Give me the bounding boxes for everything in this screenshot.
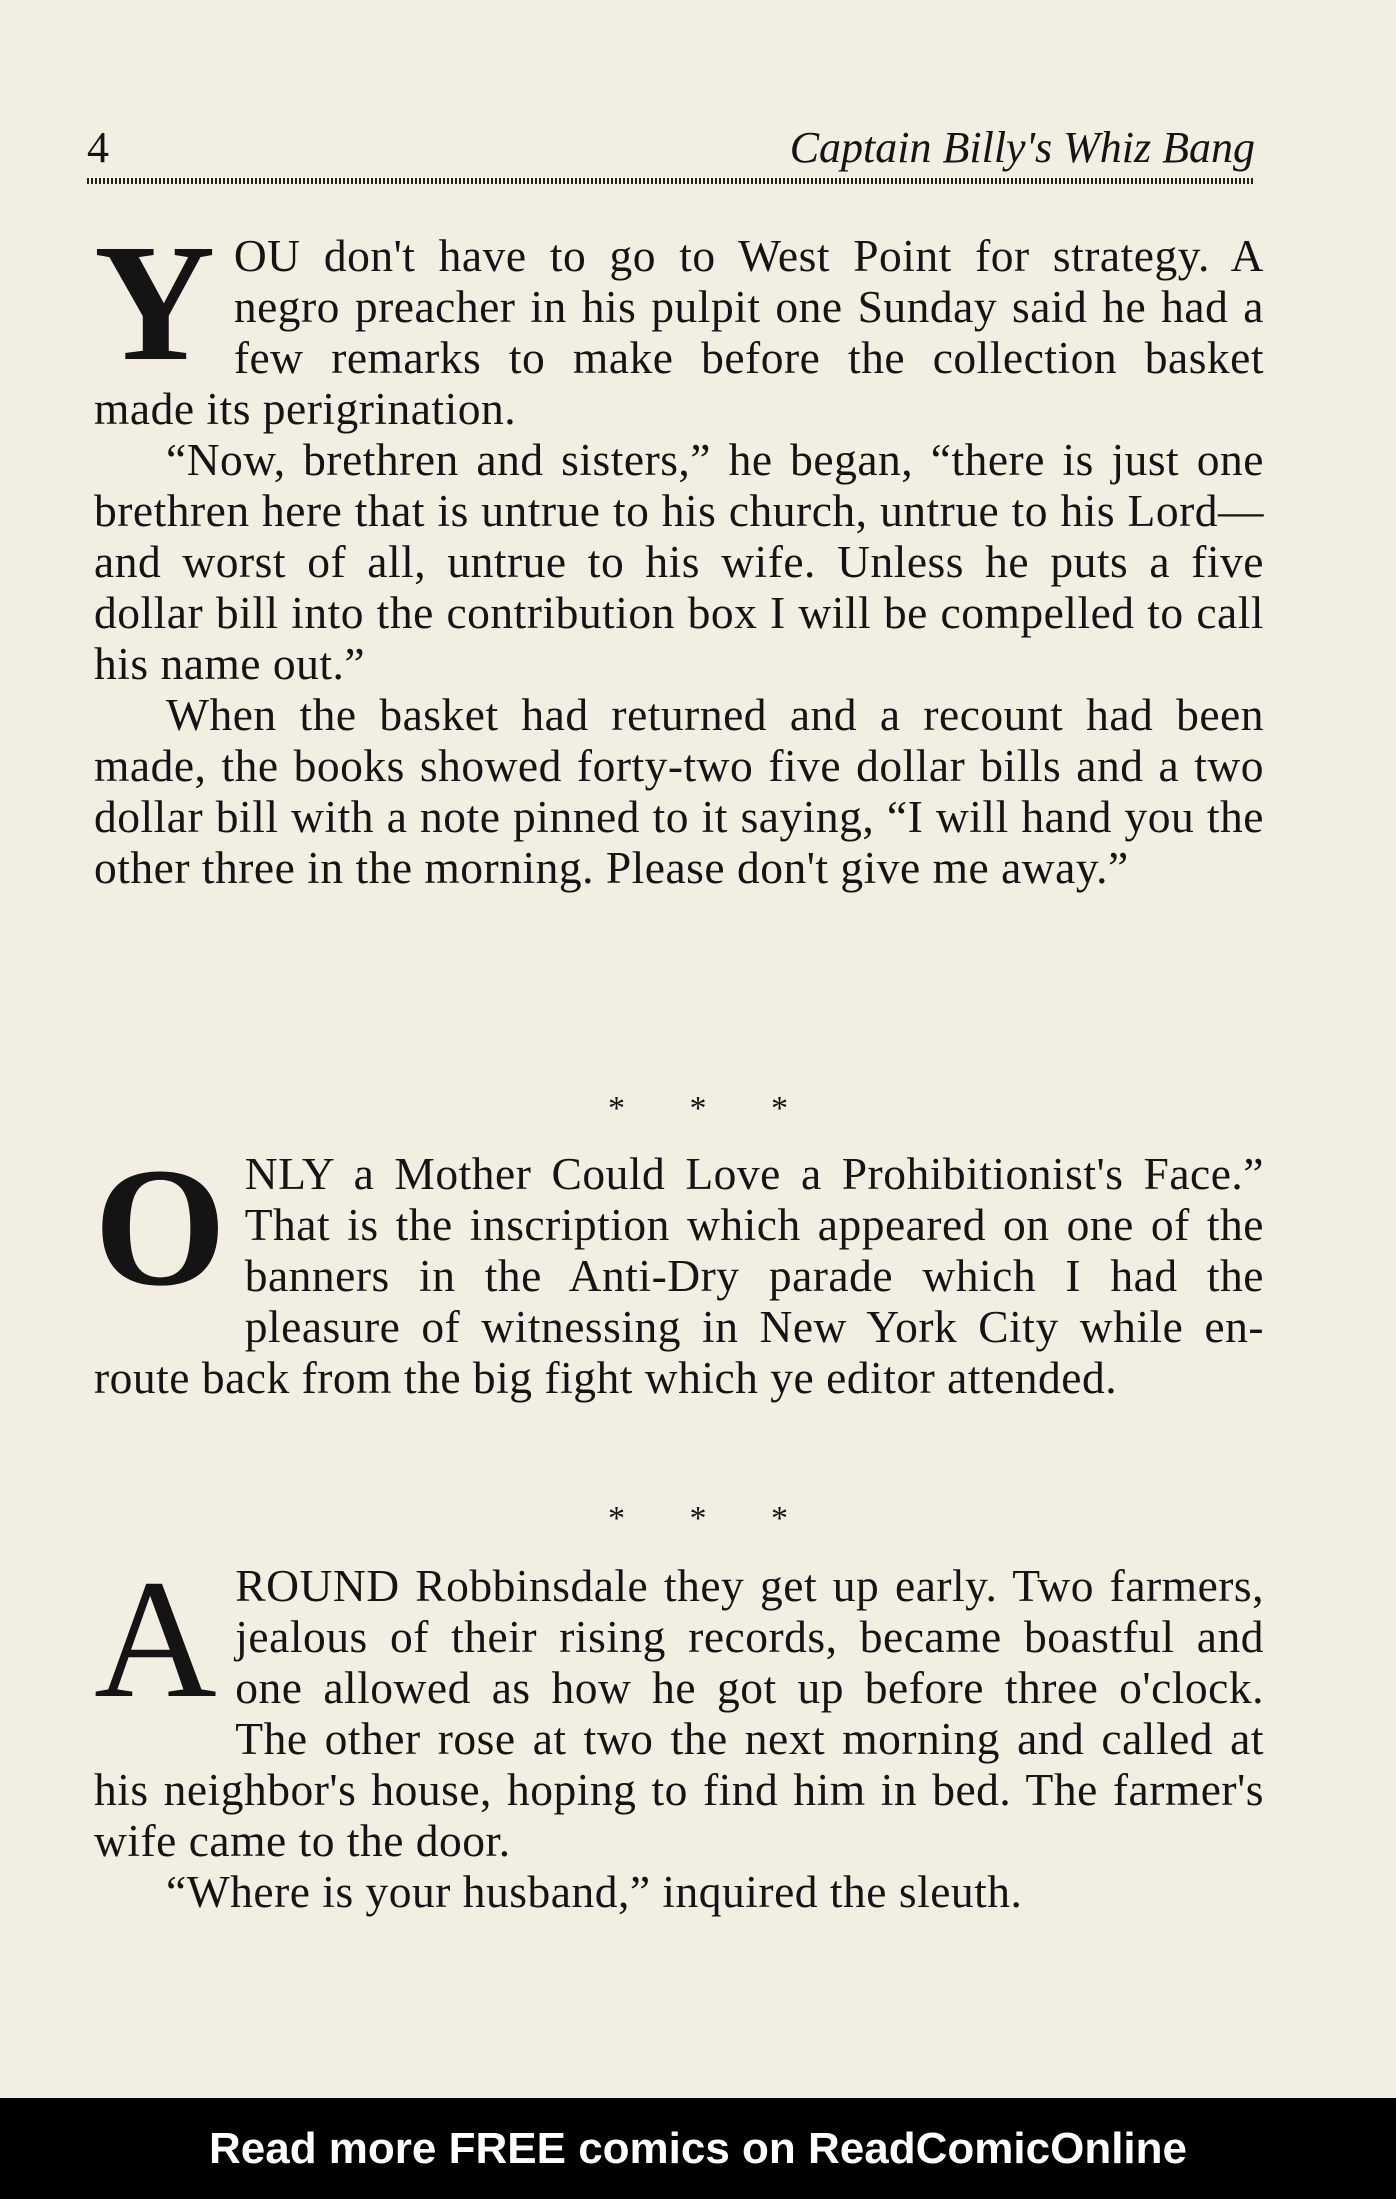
drop-cap: Y	[94, 210, 216, 396]
story-paragraph: NLY a Mother Could Love a Prohibitionist's Face.” That is the inscription which appeared on one of the banners in the Anti-Dry parade which I had the pleasure of witnessing in New York City while en-route back from the big fight which ye editor attended.	[94, 1148, 1264, 1403]
section-separator: * * *	[608, 1500, 816, 1537]
story-paragraph: When the basket had returned and a recount had been made, the books showed forty-two five dollar bills and a two dollar bill with a note pinned to it saying, “I will hand you the other three in the morning. Please don't give me away.”	[94, 689, 1264, 893]
story-paragraph: “Now, brethren and sisters,” he began, “there is just one brethren here that is untrue to his church, untrue to his Lord—and worst of all, untrue to his wife. Unless he puts a five dollar bill into the contribution box I will be compelled to call his name out.”	[94, 434, 1264, 689]
running-title: Captain Billy's Whiz Bang	[789, 123, 1255, 172]
story-robbinsdale	[94, 1545, 1264, 1917]
story-paragraph: ROUND Robbinsdale they get up early. Two farmers, jealous of their rising records, became boastful and one allowed as how he got up before three o'clock. The other rose at two the next morning and called at his neighbor's house, hoping to find him in bed. The farmer's wife came to the door.	[94, 1560, 1264, 1866]
drop-cap: A	[94, 1545, 218, 1733]
page-number: 4	[87, 123, 109, 172]
story-paragraph: OU don't have to go to West Point for strategy. A negro preacher in his pulpit one Sunday said he had a few remarks to make before the collection basket made its perigrination.	[94, 230, 1264, 434]
footer-banner[interactable]	[0, 2098, 1396, 2199]
section-separator: * * *	[608, 1090, 816, 1127]
story-prohibitionist	[94, 1133, 1264, 1403]
story-paragraph: “Where is your husband,” inquired the sleuth.	[166, 1866, 1023, 1917]
footer-banner-text[interactable]: Read more FREE comics on ReadComicOnline	[208, 2123, 1187, 2173]
drop-cap: O	[94, 1133, 227, 1321]
page-header	[87, 122, 1255, 182]
header-rule	[87, 178, 1255, 184]
story-west-point	[94, 210, 1264, 893]
